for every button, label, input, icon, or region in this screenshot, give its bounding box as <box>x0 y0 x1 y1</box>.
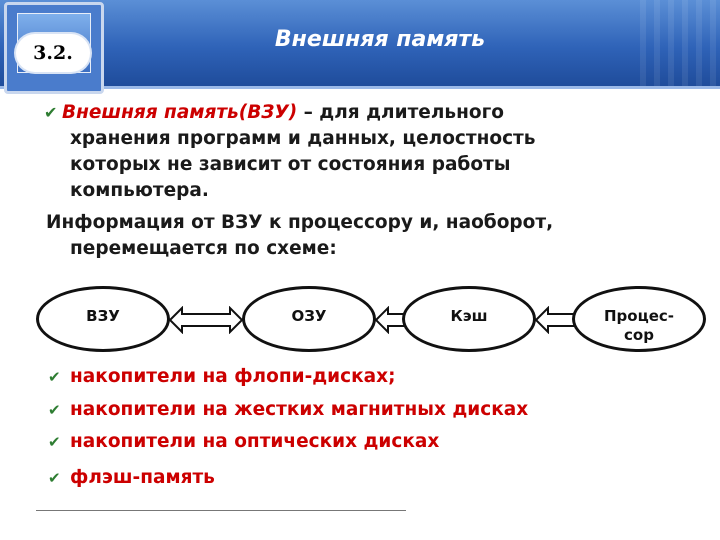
definition-start: – для длительного <box>297 102 504 123</box>
intro-line-2: хранения программ и данных, целостность <box>70 128 536 149</box>
section-number: 3.2. <box>33 42 73 64</box>
check-v-icon: ✔ <box>48 368 61 386</box>
node-vzu <box>36 286 170 352</box>
term: Внешняя память <box>62 102 239 123</box>
node-cpu-label <box>575 307 703 345</box>
check-v-icon: ✔ <box>48 433 61 451</box>
node-cache <box>402 286 536 352</box>
list-item <box>48 431 439 452</box>
term-abbr: (ВЗУ) <box>238 102 298 123</box>
list-item-text: накопители на оптических дисках <box>70 431 440 452</box>
list-item-text: накопители на флопи-дисках; <box>70 366 396 387</box>
intro-line-3: которых не зависит от состояния работы <box>70 154 511 175</box>
node-cache-label: Кэш <box>450 307 488 325</box>
node-vzu-label: ВЗУ <box>86 307 120 325</box>
header-decoration <box>640 0 720 86</box>
check-v-icon: ✔ <box>44 103 58 122</box>
list-item <box>48 399 528 420</box>
section-badge <box>16 34 90 72</box>
node-ozu-label: ОЗУ <box>291 307 327 325</box>
node-cpu-label-1: Процес- <box>603 307 674 325</box>
node-cpu <box>572 286 706 352</box>
memory-scheme <box>36 286 716 356</box>
intro-line-1 <box>44 100 504 126</box>
list-item-text: накопители на жестких магнитных дисках <box>70 399 529 420</box>
intro-line-6: перемещается по схеме: <box>70 238 337 259</box>
node-ozu <box>242 286 376 352</box>
check-v-icon: ✔ <box>48 469 61 487</box>
header-divider <box>0 86 720 89</box>
list-item <box>48 467 215 488</box>
check-v-icon: ✔ <box>48 401 61 419</box>
intro-line-4: компьютера. <box>70 180 209 201</box>
double-arrow-icon <box>168 306 244 334</box>
list-item-text: флэш-память <box>70 467 215 488</box>
node-cpu-label-2: сор <box>624 326 654 344</box>
footer-divider <box>36 510 406 511</box>
intro-line-5: Информация от ВЗУ к процессору и, наоборот, <box>46 212 554 233</box>
header <box>0 0 720 88</box>
page-title: Внешняя память <box>274 27 486 52</box>
list-item <box>48 366 395 387</box>
